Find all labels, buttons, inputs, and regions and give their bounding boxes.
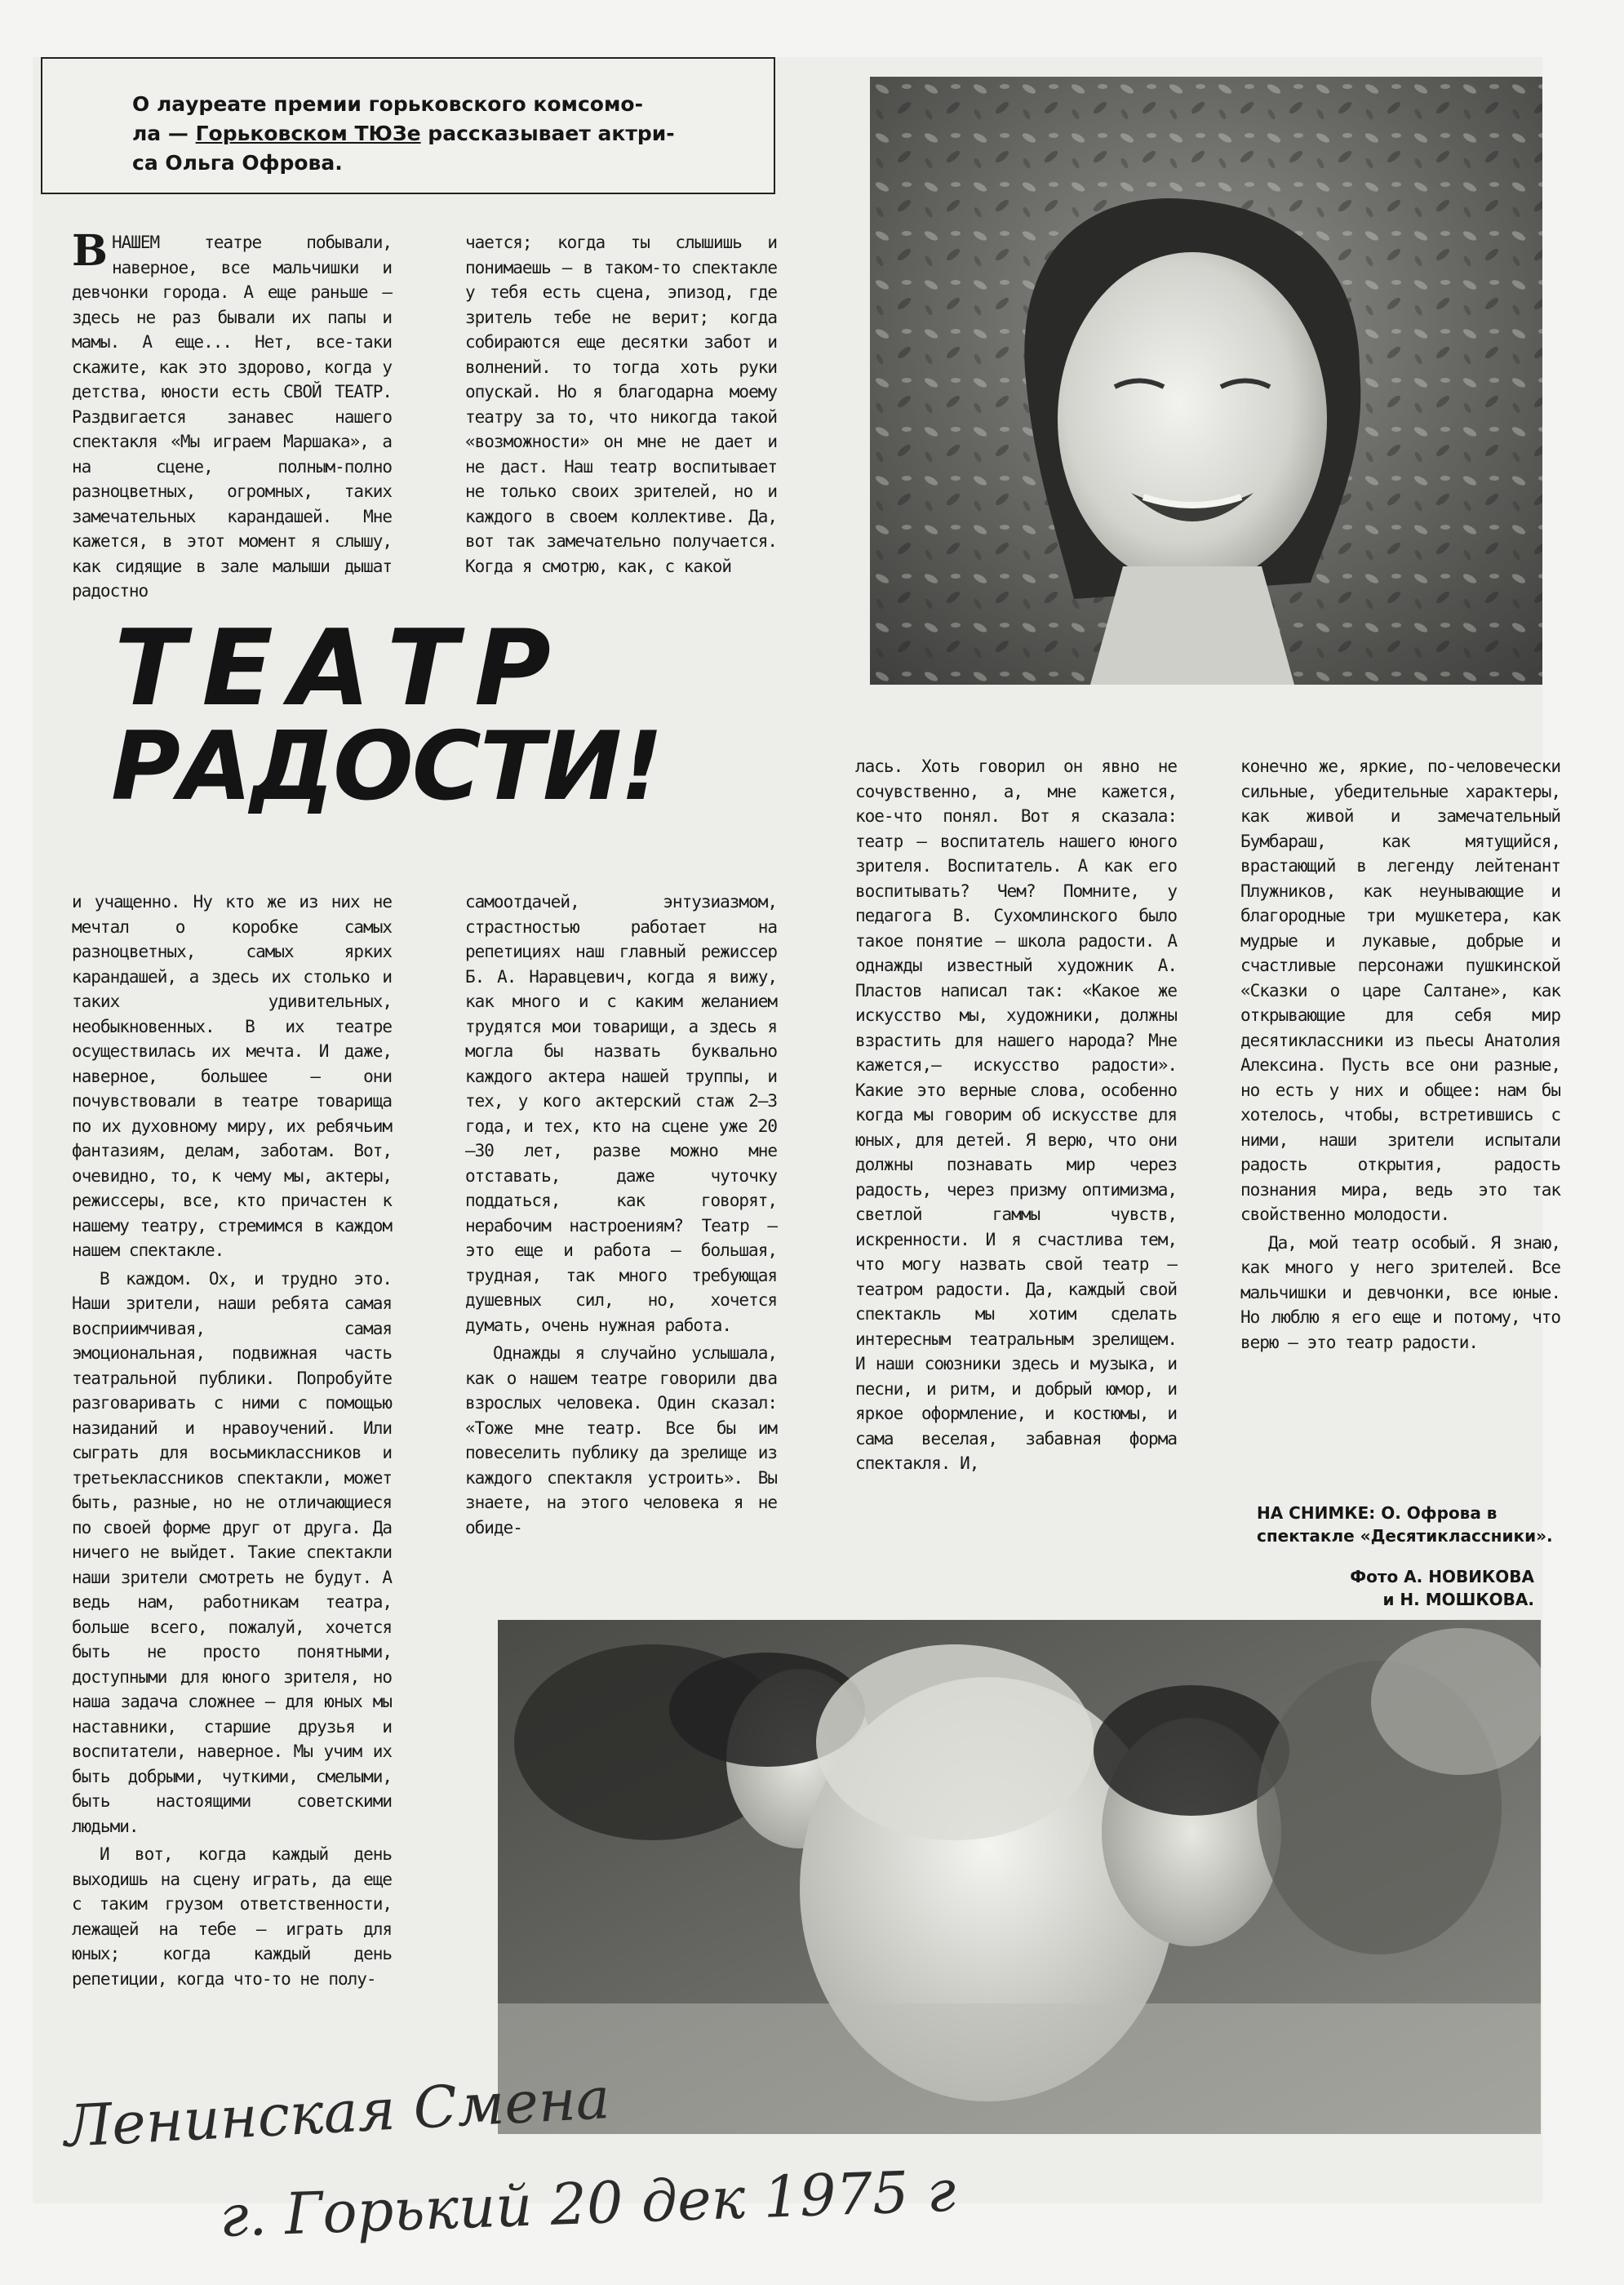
stage-photo <box>498 1620 1541 2134</box>
portrait-photo-image <box>870 77 1542 685</box>
article-col1-top-text: НАШЕМ театре побывали, наверное, все мальчишки и девчонки города. А еще раньше — здесь не раз бывали их папы и мамы. А еще... Нет, все-таки скажите, как это здорово, когда у детства, юности есть СВОЙ ТЕАТР. Раздвигается занавес нашего спектакля «Мы играем Маршака», а на сцене, полным-полно разноцветных, огромных, таких замечательных карандашей. Мне кажется, в этот момент я слышу, как сидящие в зале малыши дышат радостно <box>72 233 392 601</box>
article-col3 <box>855 754 1177 1476</box>
credit-line-2: и Н. МОШКОВА. <box>1382 1590 1534 1609</box>
article-col1-p3: И вот, когда каждый день выходишь на сцену играть, да еще с таким грузом ответственности, лежащей на тебе — играть для юных; когда каждый день репетиции, когда что-то не полу- <box>72 1844 392 1989</box>
lede-line-1: О лауреате премии горьковского комсомо- <box>132 92 643 116</box>
credit-line-1: Фото А. НОВИКОВА <box>1350 1567 1534 1586</box>
article-col1-p2: В каждом. Ох, и трудно это. Наши зрители, наши ребята самая восприимчивая, самая эмоциональная, подвижная часть театральной публики. Попробуйте разговаривать с ними с помощью назиданий и нравоучений. Или сыграть для восьмиклассников и третьеклассников спектакли, может быть, разные, но не отличающиеся по своей форме друг от друга. Да ничего не выйдет. Такие спектакли наши зрители смотреть не будут. А ведь нам, работникам театра, больше всего, пожалуй, хочется быть не просто понятными, доступными для юного зрителя, но наша задача сложнее — для юных мы наставники, старшие друзья и воспитатели, наверное. Мы учим их быть добрыми, чуткими, смелыми, быть настоящими советскими людьми. <box>72 1268 392 1836</box>
lede-line-2-pre: ла — <box>132 122 196 145</box>
lede-box <box>41 57 775 194</box>
lede-line-3: са Ольга Офрова. <box>132 151 343 175</box>
article-col1-top <box>72 226 392 604</box>
article-col2-p1: самоотдачей, энтузиазмом, страстностью работает на репетициях наш главный режиссер Б. А. Наравцевич, когда я вижу, как много и с каким желанием трудятся мои товарищи, а здесь я могла бы назвать буквально каждого актера нашей труппы, и тех, у кого актерский стаж 2—3 года, и тех, кто на сцене уже 20—30 лет, разве можно мне отставать, даже чуточку поддаться, как говорят, нерабочим настроениям? Театр — это еще и работа — большая, трудная, так много требующая душевных сил, но, хочется думать, очень нужная работа. <box>465 892 777 1335</box>
headline-line-1: ТЕАТР <box>114 608 567 730</box>
caption-text: О. Офрова в спектакле «Десятиклассники». <box>1257 1503 1553 1546</box>
article-col4-p2: Да, мой театр особый. Я знаю, как много у него зрителей. Все мальчишки и девчонки, все юные. Но люблю я его еще и потому, что верю — это театр радости. <box>1240 1232 1560 1352</box>
drop-cap: В <box>72 226 107 276</box>
handwritten-line-2: г. Горький 20 дек 1975 г <box>218 2157 955 2250</box>
article-col2-p2: Однажды я случайно услышала, как о нашем театре говорили два взрослых человека. Один сказал: «Тоже мне театр. Все бы им повеселить публику да зрелище из каждого спектакля устроить». Вы знаете, на этого человека я не обиде- <box>465 1343 777 1537</box>
article-col1-p1: и учащенно. Ну кто же из них не мечтал о коробке самых разноцветных, самых ярких карандашей, а здесь их столько и таких удивительных, необыкновенных. В их театре осуществилась их мечта. И даже, наверное, большее — они почувствовали в театре товарища по их духовному миру, их ребячьим фантазиям, делам, заботам. Вот, очевидно, то, к чему мы, актеры, режиссеры, все, кто причастен к нашему театру, стремимся в каждом нашем спектакле. <box>72 892 392 1260</box>
article-col2-top-text: чается; когда ты слышишь и понимаешь — в таком-то спектакле у тебя есть сцена, эпизод, где зритель тебе не верит; когда собираются еще десятки забот и волнений. то тогда хоть руки опускай. Но я благодарна моему театру за то, что никогда такой «возможности» он мне не дает и не даст. Наш театр воспитывает не только своих зрителей, но и каждого в своем коллективе. Да, вот так замечательно получается. Когда я смотрю, как, с какой <box>465 233 777 576</box>
portrait-photo <box>870 77 1542 685</box>
stage-photo-image <box>498 1620 1541 2134</box>
photo-caption <box>1257 1502 1567 1547</box>
photo-credit <box>1257 1565 1534 1611</box>
article-col2-bottom <box>465 890 777 1540</box>
caption-label: НА СНИМКЕ: <box>1257 1503 1376 1523</box>
article-col4-p1: конечно же, яркие, по-человечески сильные, убедительные характеры, как живой и замечательный Бумбараш, как мятущийся, врастающий в легенду лейтенант Плужников, как неунывающие и благородные три мушкетера, как мудрые и лукавые, добрые и счастливые персонажи пушкинской «Сказки о царе Салтане», как открывающие для себя мир десятиклассники из пьесы Анатолия Алексина. Пусть все они разные, но есть у них и общее: нам бы хотелось, чтобы, встретившись с ними, наши зрители испытали радость открытия, радость познания мира, ведь это так свойственно молодости. <box>1240 756 1560 1224</box>
lede-theatre-name: Горьковском ТЮЗе <box>195 122 421 145</box>
article-col1-bottom <box>72 890 392 1991</box>
handwritten-note-image <box>57 2081 955 2261</box>
lede-line-2 <box>132 119 741 149</box>
article-col2-top <box>465 230 777 579</box>
handwritten-line-1: Ленинская Смена <box>62 2081 612 2160</box>
lede-line-2-post: рассказывает актри- <box>420 122 675 145</box>
article-col4 <box>1240 754 1560 1355</box>
headline <box>111 608 783 822</box>
article-col3-p1: лась. Хоть говорил он явно не сочувственно, а, мне кажется, кое-что понял. Вот я сказала: театр — воспитатель нашего юного зрителя. Воспитатель. А как его воспитывать? Чем? Помните, у педагога В. Сухомлинского было такое понятие — школа радости. А однажды известный художник А. Пластов написал так: «Какое же искусство мы, художники, должны взрастить для нашего народа? Мне кажется,— искусство радости». Какие это верные слова, особенно когда мы говорим об искусстве для юных, для детей. Я верю, что они должны познавать мир через радость, через призму оптимизма, светлой гаммы чувств, искренности. И я счастлива тем, что могу назвать свой театр — театром радости. Да, каждый свой спектакль мы хотим сделать интересным театральным зрелищем. И наши союзники здесь и музыка, и песни, и ритм, и добрый юмор, и яркое оформление, и костюмы, и сама веселая, забавная форма спектакля. И, <box>855 756 1177 1473</box>
handwritten-note <box>57 2081 955 2261</box>
headline-line-2: РАДОСТИ! <box>111 712 662 822</box>
